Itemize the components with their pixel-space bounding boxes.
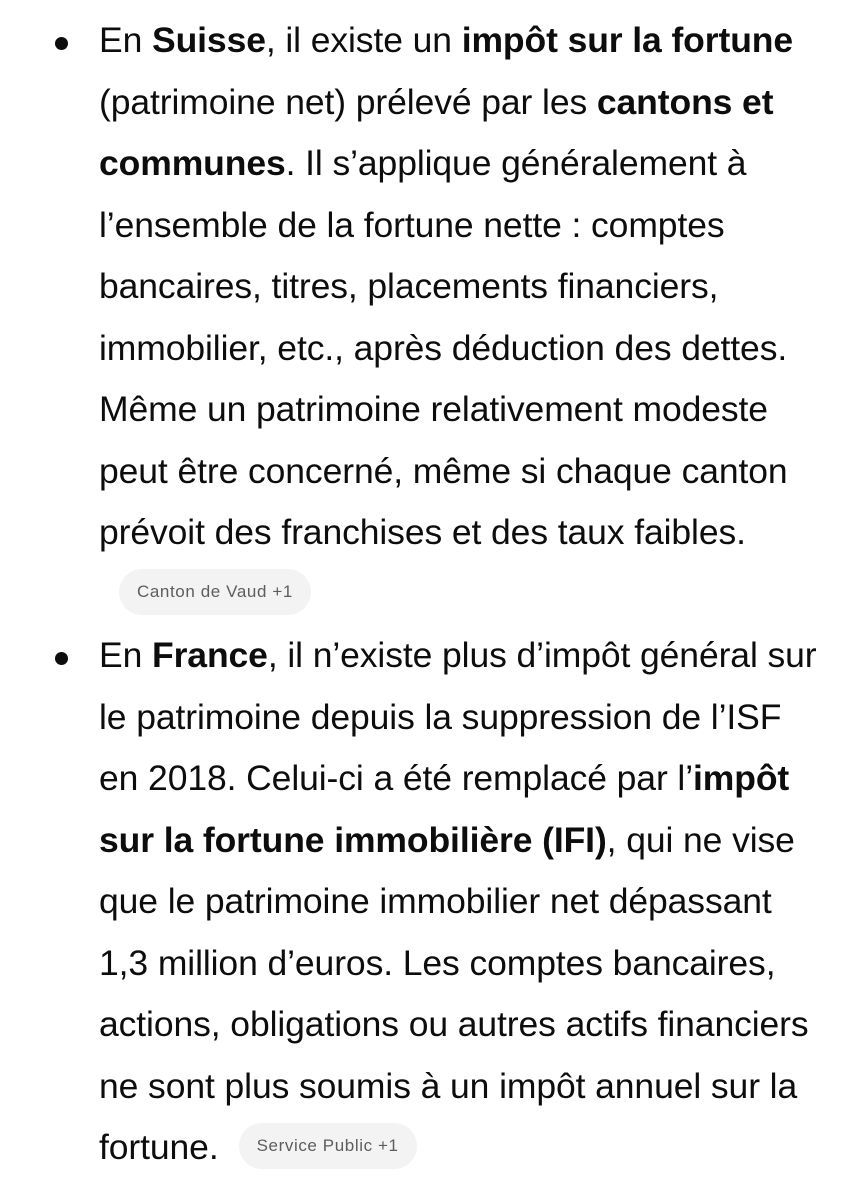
text-segment-bold: Suisse: [152, 20, 266, 60]
text-segment-bold: impôt sur la fortune immobilière (IFI): [99, 758, 790, 860]
text-segment-bold: cantons et communes: [99, 81, 774, 183]
text-segment: , il existe un: [265, 20, 462, 60]
source-chip-service-public[interactable]: Service Public +1: [239, 1123, 417, 1169]
answer-bullet-list: [0, 10, 849, 1179]
bullet-item-suisse: [0, 10, 849, 625]
bullet-text: [99, 635, 817, 1167]
text-segment: (patrimoine net) prélevé par les: [99, 81, 597, 122]
bullet-dot-icon: [55, 37, 68, 50]
text-segment-bold: France: [152, 635, 268, 675]
text-segment: , qui ne vise que le patrimoine immobilier net dépassant 1,3 million d’euros. Les comptes bancaires, actions, obligations ou autres actifs financiers ne sont plus soumis à un impôt annuel sur la fortune.: [99, 819, 809, 1167]
text-segment: En: [99, 635, 152, 675]
text-segment-bold: impôt sur la fortune: [461, 20, 794, 60]
text-segment: En: [99, 20, 152, 60]
bullet-text: [99, 20, 793, 552]
bullet-item-france: [0, 625, 849, 1179]
source-chip-canton-de-vaud[interactable]: Canton de Vaud +1: [119, 569, 311, 615]
text-segment: . Il s’applique généralement à l’ensemble de la fortune nette : comptes bancaires, titres, placements financiers, immobilier, etc., après déduction des dettes. Même un patrimoine relativement modeste peut être concerné, même si chaque canton prévoit des franchises et des taux faibles.: [99, 143, 788, 552]
bullet-dot-icon: [55, 652, 68, 665]
text-segment: , il n’existe plus d’impôt général sur le patrimoine depuis la suppression de l’ISF en 2018. Celui-ci a été remplacé par l’: [99, 635, 817, 798]
